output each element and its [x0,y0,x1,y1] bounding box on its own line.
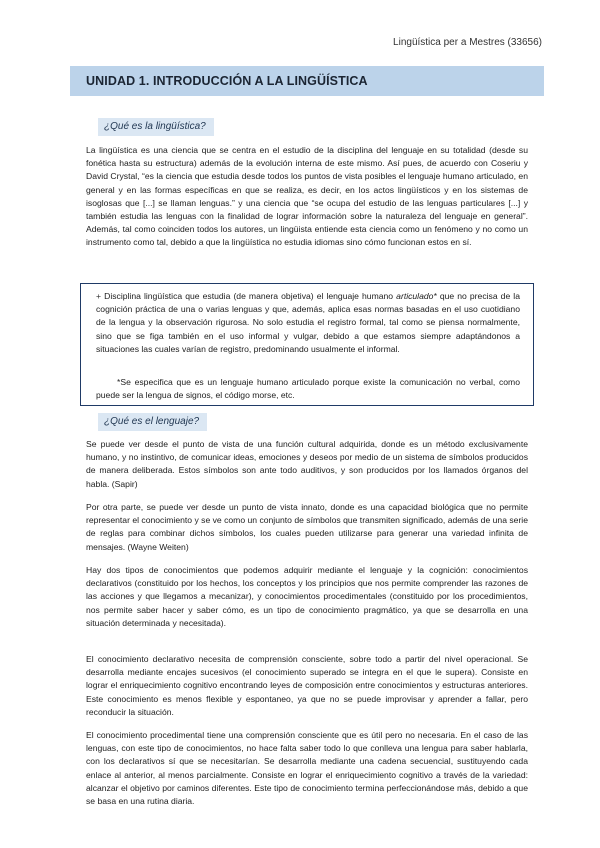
section-heading-language: ¿Qué es el lenguaje? [98,413,207,431]
language-paragraph-4: El conocimiento declarativo necesita de comprensión consciente, sobre todo a partir del nivel operacional. Se desarrolla mediante encajes sucesivos (el conocimiento superado se integra en el que le supera). Consiste en lograr el enriquecimiento cognitivo encontrando leyes de composición entre conocimientos y estructuras anteriores. Este conocimiento es menos flexible y espontaneo, ya que no se puede improvisar y aprender a fallar, pero reconducir la situación. [86,654,528,717]
language-paragraph-5: El conocimiento procedimental tiene una comprensión consciente que es útil pero no necesaria. En el caso de las lenguas, con este tipo de conocimientos, no hace falta saber todo lo que conlleva una lengua para saber hablarla, con los declarativos sí que se necesitarían. Se desarrolla mediante una cadena secuencial, sustituyendo cada enlace al anterior, al menos parcialmente. Consiste en lograr el enriquecimiento cognitivo a través de la variedad: alcanzar el objetivo por caminos diferentes. Este tipo de conocimiento termina perfeccionándose más, debido a que se basa en una rutina diaria. [86,730,528,807]
note-text-before: Disciplina lingüística que estudia (de manera objetiva) el lenguaje humano [104,291,397,301]
language-paragraph-2: Por otra parte, se puede ver desde un punto de vista innato, donde es una capacidad biológica que no permite representar el conocimiento y se ve como un conjunto de símbolos que transmiten significado, además de una serie de reglas para combinar dichos símbolos, los cuales pueden utilizarse para generar una variedad infinita de mensajes. (Wayne Weiten) [86,502,528,552]
note-text-after: que no precisa de la cognición práctica de una o varias lenguas y que, además, aplica esas normas basadas en el uso cuotidiano de la lengua y la observación rigurosa. No solo estudia el registro formal, tal como se piensa normalmente, sino que se figa también en el uso informal y vulgar, debido a que estamos siempre adaptándonos a situaciones las cuales varían de registro, predominando usualmente el informal. [96,291,520,354]
language-paragraph-1: Se puede ver desde el punto de vista de una función cultural adquirida, donde es un método exclusivamente humano, y no instintivo, de comunicar ideas, emociones y deseos por medio de un sistema de símbolos producidos de manera deliberada. Estos símbolos son ante todo auditivos, y son producidos por los llamados órganos del habla. (Sapir) [86,439,528,489]
definition-note-box [80,283,534,406]
linguistics-paragraph: La lingüística es una ciencia que se centra en el estudio de la disciplina del lenguaje en su totalidad (desde su fonética hasta su estructura) además de la evolución interna de este mismo. Así pues, de acuerdo con Coseriu y David Crystal, “es la ciencia que estudia desde todos los puntos de vista posibles el lenguaje humano articulado, en general y en las formas específicas en que se realiza, es decir, en los actos lingüísticos y en los sistemas de isoglosas que [...] se llaman lenguas.” y una ciencia que “se ocupa del estudio de las lenguas particulares [...] y también estudia las lenguas con la finalidad de lograr información sobre la naturaleza del lenguaje en general”. Además, tal como coinciden todos los autores, un lingüista entiende esta ciencia como un fenómeno y no como un instrumento como tal, debido a que la lingüística no estudia idiomas sino cómo funcionan estos en sí. [86,145,528,248]
definition-note-text [96,290,520,356]
unit-banner [70,66,544,96]
section-heading-linguistics: ¿Qué es la lingüística? [98,118,214,136]
language-paragraph-3: Hay dos tipos de conocimientos que podemos adquirir mediante el lenguaje y la cognición: conocimientos declarativos (constituido por los hechos, los conceptos y los principios que nos permite comprender las razones de las acciones y que llegamos a mecanizar), y conocimientos procedimentales (constituido por los procedimientos, nos permite saber hacer y saber cómo, es un tipo de conocimiento pragmático, ya que se desarrolla en una situación determinada y necesitada). [86,565,528,628]
note-term-articulado: articulado* [396,291,437,301]
note-bullet: + [96,291,102,301]
course-header: Lingüística per a Mestres (33656) [393,37,542,48]
unit-title: UNIDAD 1. INTRODUCCIÓN A LA LINGÜÍSTICA [86,74,368,88]
definition-footnote: *Se especifica que es un lenguaje humano articulado porque existe la comunicación no verbal, como puede ser la lengua de signos, el código morse, etc. [96,377,520,401]
